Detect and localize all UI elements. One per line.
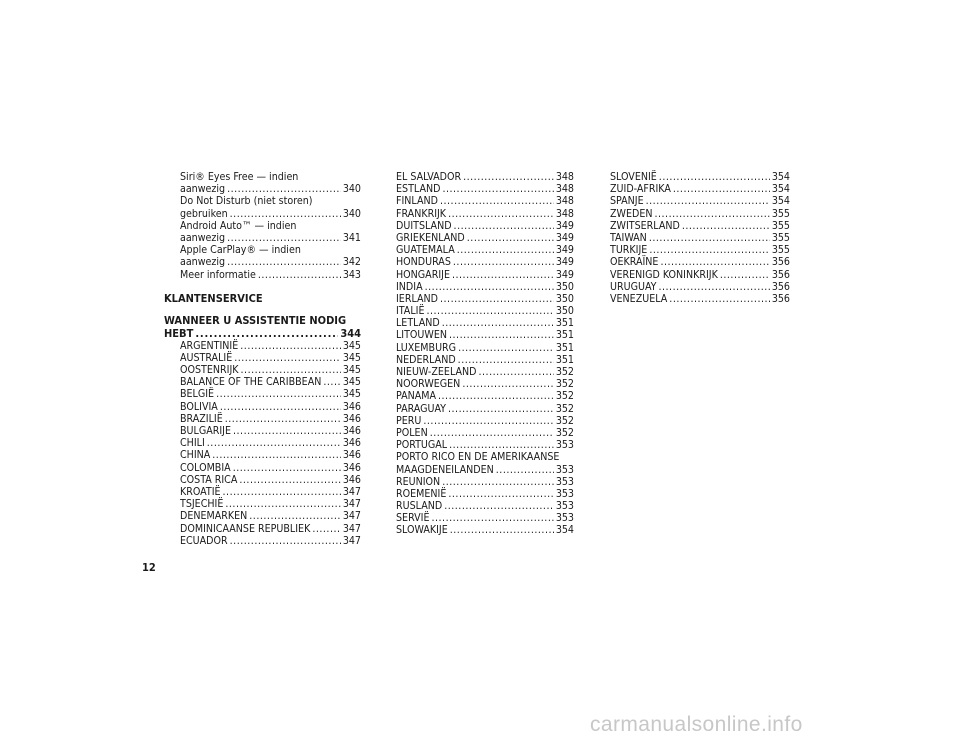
toc-entry[interactable] bbox=[396, 293, 574, 305]
toc-entry-label: SERVIË bbox=[396, 512, 430, 525]
dot-leader bbox=[227, 232, 341, 244]
dot-leader bbox=[431, 512, 553, 524]
toc-entry[interactable] bbox=[164, 401, 361, 413]
toc-entry-page: 347 bbox=[342, 522, 361, 535]
toc-entry-page: 345 bbox=[342, 364, 361, 377]
toc-entry-page: 354 bbox=[771, 171, 790, 183]
toc-entry-page: 349 bbox=[555, 219, 574, 232]
toc-entry-page: 348 bbox=[555, 207, 574, 220]
toc-entry-page: 349 bbox=[555, 231, 574, 244]
toc-entry-label: BELGIË bbox=[180, 388, 215, 401]
toc-entry-label: INDIA bbox=[396, 280, 423, 293]
toc-entry-label: Android Auto™ — indien bbox=[180, 219, 297, 232]
toc-entry-label: ZWITSERLAND bbox=[610, 219, 680, 232]
dot-leader bbox=[323, 376, 340, 388]
toc-entry-page: 346 bbox=[342, 425, 361, 437]
toc-entry-label: ECUADOR bbox=[180, 534, 228, 547]
toc-entry-page: 340 bbox=[342, 183, 361, 196]
dot-leader bbox=[225, 498, 340, 510]
toc-entry-label: ITALIË bbox=[396, 305, 425, 318]
toc-entry-page: 348 bbox=[555, 171, 574, 183]
dot-leader bbox=[682, 220, 770, 232]
toc-entry-page: 351 bbox=[555, 329, 574, 342]
toc-entry-more-info[interactable] bbox=[164, 269, 361, 281]
dot-leader bbox=[467, 232, 554, 244]
toc-entry-page: 342 bbox=[342, 256, 361, 269]
toc-entry[interactable] bbox=[610, 244, 790, 256]
toc-entry[interactable] bbox=[164, 449, 361, 461]
toc-entry[interactable] bbox=[396, 512, 574, 524]
dot-leader bbox=[453, 256, 554, 268]
dot-leader bbox=[454, 220, 554, 232]
dot-leader bbox=[449, 329, 554, 341]
toc-entry[interactable] bbox=[396, 354, 574, 366]
toc-entry-label: Apple CarPlay® — indien bbox=[180, 244, 301, 257]
dot-leader bbox=[241, 364, 341, 376]
dot-leader bbox=[249, 510, 341, 522]
toc-entry-label: GUATEMALA bbox=[396, 244, 455, 257]
toc-entry-page: 348 bbox=[555, 195, 574, 208]
toc-entry-page: 349 bbox=[555, 268, 574, 281]
toc-entry-page: 347 bbox=[342, 510, 361, 523]
dot-leader bbox=[216, 388, 341, 400]
toc-entry-label: EL SALVADOR bbox=[396, 171, 462, 183]
toc-entry-label: aanwezig bbox=[180, 183, 226, 196]
toc-entry[interactable] bbox=[610, 281, 790, 293]
toc-entry[interactable] bbox=[164, 523, 361, 535]
toc-entry-label: RUSLAND bbox=[396, 500, 443, 513]
toc-entry[interactable] bbox=[396, 390, 574, 402]
toc-entry-apple-carplay[interactable] bbox=[164, 256, 361, 268]
toc-entry-page: 345 bbox=[342, 351, 361, 364]
toc-entry[interactable] bbox=[164, 352, 361, 364]
toc-entry-label: aanwezig bbox=[180, 231, 226, 244]
toc-entry-label: NIEUW-ZEELAND bbox=[396, 366, 477, 378]
toc-entry[interactable] bbox=[164, 340, 361, 352]
toc-entry-page: 355 bbox=[771, 219, 790, 232]
toc-entry-page: 355 bbox=[771, 244, 790, 257]
dot-leader bbox=[462, 378, 554, 390]
toc-entry-page: 351 bbox=[555, 353, 574, 366]
dot-leader bbox=[240, 340, 341, 352]
toc-entry[interactable] bbox=[396, 317, 574, 329]
section-heading-klantenservice: KLANTENSERVICE bbox=[164, 291, 263, 305]
toc-entry-page: 351 bbox=[555, 341, 574, 354]
toc-entry[interactable] bbox=[396, 403, 574, 415]
toc-entry-label: REUNION bbox=[396, 475, 441, 488]
toc-entry-page: 353 bbox=[555, 487, 574, 500]
toc-entry[interactable] bbox=[396, 220, 574, 232]
toc-entry-page: 356 bbox=[771, 292, 790, 305]
toc-entry-label: COLOMBIA bbox=[180, 461, 231, 474]
dot-leader bbox=[233, 425, 341, 437]
toc-entry-page: 351 bbox=[555, 317, 574, 330]
toc-entry-wanneer-assistentie[interactable] bbox=[164, 328, 361, 340]
dot-leader bbox=[457, 244, 554, 256]
toc-entry[interactable] bbox=[164, 388, 361, 400]
dot-leader bbox=[258, 269, 341, 281]
toc-entry-label: ARGENTINIË bbox=[180, 339, 239, 352]
toc-list-countries-1 bbox=[164, 340, 361, 547]
dot-leader bbox=[220, 401, 341, 413]
toc-entry-label: VERENIGD KONINKRIJK bbox=[610, 268, 718, 281]
toc-entry-label: BALANCE OF THE CARIBBEAN bbox=[180, 376, 322, 389]
toc-entry-page: 347 bbox=[342, 498, 361, 511]
toc-entry[interactable] bbox=[396, 427, 574, 439]
toc-entry-label: ROEMENIË bbox=[396, 487, 447, 500]
dot-leader bbox=[212, 449, 341, 461]
toc-entry-label: FINLAND bbox=[396, 195, 438, 208]
toc-entry-label: NEDERLAND bbox=[396, 353, 456, 366]
dot-leader bbox=[649, 244, 770, 256]
toc-entry[interactable] bbox=[164, 498, 361, 510]
dot-leader bbox=[659, 171, 770, 183]
toc-entry[interactable] bbox=[164, 510, 361, 522]
toc-entry[interactable] bbox=[396, 524, 574, 536]
toc-entry[interactable] bbox=[610, 232, 790, 244]
toc-entry-page: 346 bbox=[342, 461, 361, 474]
toc-entry[interactable] bbox=[610, 183, 790, 195]
toc-entry-page: 346 bbox=[342, 437, 361, 450]
toc-entry-page: 352 bbox=[555, 426, 574, 439]
dot-leader bbox=[478, 366, 553, 378]
toc-entry-page: 352 bbox=[555, 390, 574, 403]
dot-leader bbox=[452, 269, 554, 281]
toc-entry[interactable] bbox=[396, 342, 574, 354]
toc-entry-label: HONGARIJE bbox=[396, 268, 450, 281]
toc-entry-label: PARAGUAY bbox=[396, 402, 446, 415]
toc-entry[interactable] bbox=[610, 293, 790, 305]
toc-entry[interactable] bbox=[396, 415, 574, 427]
toc-entry[interactable] bbox=[164, 364, 361, 376]
toc-entry-page: 356 bbox=[771, 256, 790, 269]
toc-entry-label: BRAZILIË bbox=[180, 412, 223, 425]
toc-entry-label: PORTUGAL bbox=[396, 439, 448, 452]
dot-leader bbox=[463, 171, 554, 183]
toc-entry[interactable] bbox=[164, 486, 361, 498]
toc-entry-label: BULGARIJE bbox=[180, 425, 231, 437]
toc-entry[interactable] bbox=[396, 256, 574, 268]
toc-entry-label: PORTO RICO EN DE AMERIKAANSE bbox=[396, 451, 560, 464]
toc-entry-label: TURKIJE bbox=[610, 244, 648, 257]
toc-entry-page: 346 bbox=[342, 400, 361, 413]
toc-entry-label: LUXEMBURG bbox=[396, 341, 457, 354]
toc-entry[interactable] bbox=[396, 232, 574, 244]
toc-entry-label: MAAGDENEILANDEN bbox=[396, 463, 494, 476]
toc-entry[interactable] bbox=[396, 171, 574, 183]
toc-entry[interactable] bbox=[396, 244, 574, 256]
toc-entry[interactable] bbox=[396, 500, 574, 512]
toc-entry-label: ZUID-AFRIKA bbox=[610, 183, 671, 196]
dot-leader bbox=[458, 342, 554, 354]
toc-entry-label: PANAMA bbox=[396, 390, 436, 403]
toc-column-2 bbox=[396, 171, 574, 537]
toc-entry[interactable] bbox=[396, 366, 574, 378]
toc-entry[interactable] bbox=[396, 329, 574, 341]
toc-entry-page: 345 bbox=[342, 376, 361, 389]
toc-entry-label: POLEN bbox=[396, 426, 428, 439]
toc-column-3 bbox=[610, 171, 790, 305]
dot-leader bbox=[658, 281, 769, 293]
toc-entry-label: PERU bbox=[396, 414, 422, 427]
toc-entry-label: LITOUWEN bbox=[396, 329, 447, 342]
toc-entry-page: 348 bbox=[555, 183, 574, 196]
toc-entry-page: 353 bbox=[555, 463, 574, 476]
toc-entry-puerto-rico[interactable] bbox=[396, 464, 574, 476]
dot-leader bbox=[442, 476, 554, 488]
toc-entry-label: OEKRAÏNE bbox=[610, 256, 659, 269]
dot-leader bbox=[660, 256, 769, 268]
toc-entry-page: 346 bbox=[342, 449, 361, 462]
toc-entry[interactable] bbox=[396, 305, 574, 317]
dot-leader bbox=[227, 256, 341, 268]
toc-entry-label: SLOVENIË bbox=[610, 171, 657, 183]
toc-entry-label: COSTA RICA bbox=[180, 473, 238, 486]
dot-leader bbox=[458, 354, 554, 366]
dot-leader bbox=[426, 305, 553, 317]
dot-leader bbox=[312, 523, 340, 535]
dot-leader bbox=[496, 464, 554, 476]
toc-entry-label: ESTLAND bbox=[396, 183, 441, 196]
toc-entry-label: IERLAND bbox=[396, 292, 438, 305]
toc-entry-page: 347 bbox=[342, 485, 361, 498]
toc-entry[interactable] bbox=[396, 208, 574, 220]
dot-leader bbox=[195, 328, 338, 340]
toc-entry-label: SLOWAKIJE bbox=[396, 524, 448, 537]
toc-entry[interactable] bbox=[396, 281, 574, 293]
toc-entry-page: 354 bbox=[771, 195, 790, 208]
toc-entry-page: 355 bbox=[771, 231, 790, 244]
toc-entry-label: Do Not Disturb (niet storen) bbox=[180, 195, 313, 208]
dot-leader bbox=[223, 486, 341, 498]
toc-entry[interactable] bbox=[396, 269, 574, 281]
toc-entry-label: TAIWAN bbox=[610, 231, 647, 244]
toc-entry-page: 354 bbox=[771, 183, 790, 196]
toc-entry-page: 355 bbox=[771, 207, 790, 220]
dot-leader bbox=[673, 183, 770, 195]
dot-leader bbox=[234, 352, 341, 364]
dot-leader bbox=[449, 439, 554, 451]
dot-leader bbox=[444, 500, 554, 512]
toc-entry[interactable] bbox=[396, 183, 574, 195]
toc-entry-do-not-disturb[interactable] bbox=[164, 208, 361, 220]
toc-entry[interactable] bbox=[164, 376, 361, 388]
toc-entry-page: 349 bbox=[555, 244, 574, 257]
toc-entry-label: LETLAND bbox=[396, 317, 440, 330]
toc-entry-page: 344 bbox=[340, 326, 361, 340]
toc-entry[interactable] bbox=[610, 171, 790, 183]
page-number: 12 bbox=[142, 561, 156, 574]
dot-leader bbox=[649, 232, 770, 244]
toc-entry-page: 350 bbox=[555, 280, 574, 293]
toc-entry-label: GRIEKENLAND bbox=[396, 231, 465, 244]
watermark: carmanualsonline.info bbox=[590, 713, 803, 736]
toc-entry-label: Meer informatie bbox=[180, 268, 256, 281]
toc-entry-android-auto[interactable] bbox=[164, 232, 361, 244]
dot-leader bbox=[720, 269, 770, 281]
toc-entry-label: DENEMARKEN bbox=[180, 510, 248, 523]
toc-entry[interactable] bbox=[164, 437, 361, 449]
toc-entry-label: aanwezig bbox=[180, 256, 226, 269]
toc-entry-page: 350 bbox=[555, 292, 574, 305]
toc-entry[interactable] bbox=[396, 378, 574, 390]
toc-entry-page: 352 bbox=[555, 366, 574, 378]
toc-entry-page: 345 bbox=[342, 339, 361, 352]
toc-entry-label: HONDURAS bbox=[396, 256, 451, 269]
toc-entry[interactable] bbox=[164, 462, 361, 474]
dot-leader bbox=[440, 195, 554, 207]
toc-entry-page: 341 bbox=[342, 231, 361, 244]
toc-entry[interactable] bbox=[396, 439, 574, 451]
dot-leader bbox=[207, 437, 341, 449]
toc-entry[interactable] bbox=[610, 256, 790, 268]
toc-entry-label: ZWEDEN bbox=[610, 207, 653, 220]
toc-entry-page: 346 bbox=[342, 473, 361, 486]
toc-entry-page: 345 bbox=[342, 388, 361, 401]
toc-entry-label: HEBT bbox=[164, 326, 194, 340]
subsection-heading-line1: WANNEER U ASSISTENTIE NODIG bbox=[164, 314, 347, 328]
toc-entry-page: 353 bbox=[555, 439, 574, 452]
toc-entry[interactable] bbox=[610, 269, 790, 281]
dot-leader bbox=[440, 293, 554, 305]
dot-leader bbox=[448, 403, 554, 415]
toc-entry-label: BOLIVIA bbox=[180, 400, 218, 413]
toc-entry[interactable] bbox=[396, 476, 574, 488]
dot-leader bbox=[669, 293, 770, 305]
dot-leader bbox=[442, 183, 553, 195]
toc-entry-label: KROATIË bbox=[180, 485, 221, 498]
toc-entry[interactable] bbox=[610, 208, 790, 220]
toc-entry-label: TSJECHIË bbox=[180, 498, 224, 511]
toc-entry-page: 352 bbox=[555, 402, 574, 415]
dot-leader bbox=[225, 413, 341, 425]
dot-leader bbox=[425, 281, 554, 293]
dot-leader bbox=[423, 415, 553, 427]
toc-entry[interactable] bbox=[610, 220, 790, 232]
toc-entry-label: Siri® Eyes Free — indien bbox=[180, 171, 299, 183]
toc-entry-page: 356 bbox=[771, 280, 790, 293]
toc-entry-page: 343 bbox=[342, 268, 361, 281]
toc-entry-page: 349 bbox=[555, 256, 574, 269]
dot-leader bbox=[230, 535, 341, 547]
dot-leader bbox=[239, 474, 340, 486]
toc-entry-page: 352 bbox=[555, 378, 574, 391]
toc-entry-label: gebruiken bbox=[180, 207, 228, 220]
toc-entry[interactable] bbox=[610, 195, 790, 207]
toc-entry[interactable] bbox=[396, 488, 574, 500]
dot-leader bbox=[450, 524, 554, 536]
toc-entry-label: CHILI bbox=[180, 437, 205, 450]
toc-entry-siri-eyes-free[interactable] bbox=[164, 183, 361, 195]
toc-entry-label: DUITSLAND bbox=[396, 219, 452, 232]
toc-entry[interactable] bbox=[164, 535, 361, 547]
toc-entry-page: 353 bbox=[555, 475, 574, 488]
toc-entry-label: URUGUAY bbox=[610, 280, 657, 293]
dot-leader bbox=[233, 462, 341, 474]
dot-leader bbox=[227, 183, 341, 195]
dot-leader bbox=[442, 317, 554, 329]
dot-leader bbox=[654, 208, 769, 220]
dot-leader bbox=[430, 427, 554, 439]
toc-entry-label: SPANJE bbox=[610, 195, 644, 208]
toc-entry[interactable] bbox=[164, 474, 361, 486]
toc-entry-page: 340 bbox=[342, 207, 361, 220]
dot-leader bbox=[448, 208, 554, 220]
toc-entry[interactable] bbox=[396, 195, 574, 207]
toc-entry-page: 354 bbox=[555, 524, 574, 537]
toc-entry-label: OOSTENRIJK bbox=[180, 364, 239, 377]
toc-entry-label: FRANKRIJK bbox=[396, 207, 447, 220]
toc-entry-page: 347 bbox=[342, 534, 361, 547]
dot-leader bbox=[448, 488, 553, 500]
toc-entry-label: NOORWEGEN bbox=[396, 378, 461, 391]
toc-entry-label: DOMINICAANSE REPUBLIEK bbox=[180, 522, 311, 535]
toc-entry-page: 352 bbox=[555, 414, 574, 427]
toc-entry-label: VENEZUELA bbox=[610, 292, 668, 305]
toc-entry-page: 353 bbox=[555, 512, 574, 525]
toc-entry-page: 346 bbox=[342, 412, 361, 425]
toc-entry[interactable] bbox=[164, 413, 361, 425]
dot-leader bbox=[646, 195, 770, 207]
toc-entry-page: 353 bbox=[555, 500, 574, 513]
toc-entry-label: AUSTRALIË bbox=[180, 351, 233, 364]
toc-entry[interactable] bbox=[164, 425, 361, 437]
toc-entry-page: 356 bbox=[771, 268, 790, 281]
toc-entry-label: CHINA bbox=[180, 449, 211, 462]
toc-entry-page: 350 bbox=[555, 305, 574, 318]
dot-leader bbox=[438, 390, 554, 402]
toc-column-1 bbox=[164, 171, 361, 547]
dot-leader bbox=[230, 208, 341, 220]
